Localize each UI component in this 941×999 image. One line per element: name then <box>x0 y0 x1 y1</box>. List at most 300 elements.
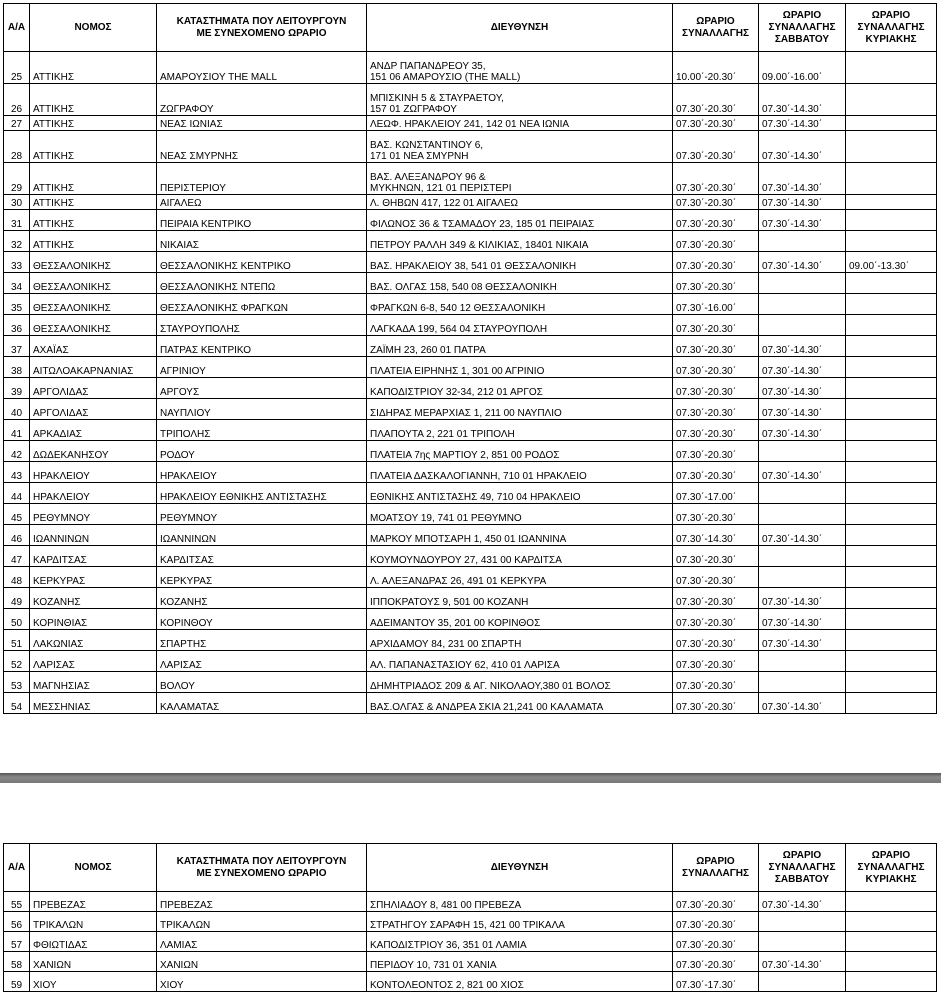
sunday-hours-cell <box>846 483 937 504</box>
address-line: ΒΑΣ. ΑΛΕΞΑΝΔΡΟΥ 96 & <box>370 172 486 183</box>
weekday-hours-cell: 07.30΄-20.30΄ <box>673 504 759 525</box>
table-row <box>4 912 937 932</box>
saturday-hours-cell <box>759 932 846 952</box>
saturday-hours-cell <box>759 972 846 992</box>
weekday-hours-cell: 07.30΄-20.30΄ <box>673 441 759 462</box>
sunday-hours-cell <box>846 912 937 932</box>
saturday-hours-cell: 07.30΄-14.30΄ <box>759 84 846 116</box>
address-cell <box>367 210 673 231</box>
table-row <box>4 357 937 378</box>
sunday-hours-cell <box>846 609 937 630</box>
address-cell <box>367 504 673 525</box>
address-cell <box>367 693 673 714</box>
saturday-hours-cell: 07.30΄-14.30΄ <box>759 693 846 714</box>
header-address: ΔΙΕΥΘΥΝΣΗ <box>367 844 673 892</box>
saturday-hours-cell: 07.30΄-14.30΄ <box>759 462 846 483</box>
table-row <box>4 315 937 336</box>
table-row <box>4 972 937 992</box>
page-separator <box>0 773 941 783</box>
address-line: ΒΑΣ. ΟΛΓΑΣ 158, 540 08 ΘΕΣΣΑΛΟΝΙΚΗ <box>370 281 557 293</box>
address-line: ΒΑΣ.ΟΛΓΑΣ & ΑΝΔΡΕΑ ΣΚΙΑ 21,241 00 ΚΑΛΑΜΑΤΑ <box>370 701 604 713</box>
table-row <box>4 441 937 462</box>
weekday-hours-cell: 07.30΄-20.30΄ <box>673 546 759 567</box>
address-cell <box>367 651 673 672</box>
weekday-hours-cell: 07.30΄-20.30΄ <box>673 912 759 932</box>
saturday-hours-cell: 07.30΄-14.30΄ <box>759 252 846 273</box>
store-cell: ΝΕΑΣ ΣΜΥΡΝΗΣ <box>157 131 367 163</box>
weekday-hours-cell: 07.30΄-20.30΄ <box>673 315 759 336</box>
address-cell <box>367 441 673 462</box>
address-cell <box>367 357 673 378</box>
weekday-hours-cell: 07.30΄-20.30΄ <box>673 378 759 399</box>
sunday-hours-cell <box>846 651 937 672</box>
saturday-hours-cell <box>759 231 846 252</box>
nomos-cell: ΘΕΣΣΑΛΟΝΙΚΗΣ <box>30 273 157 294</box>
store-cell: ΚΑΡΔΙΤΣΑΣ <box>157 546 367 567</box>
store-cell: ΑΡΓΟΥΣ <box>157 378 367 399</box>
weekday-hours-cell: 07.30΄-20.30΄ <box>673 932 759 952</box>
store-cell: ΛΑΡΙΣΑΣ <box>157 651 367 672</box>
table-row <box>4 462 937 483</box>
nomos-cell: ΗΡΑΚΛΕΙΟΥ <box>30 462 157 483</box>
table-row <box>4 336 937 357</box>
address-cell <box>367 609 673 630</box>
saturday-hours-cell <box>759 483 846 504</box>
nomos-cell: ΦΘΙΩΤΙΔΑΣ <box>30 932 157 952</box>
sunday-hours-cell <box>846 378 937 399</box>
nomos-cell: ΙΩΑΝΝΙΝΩΝ <box>30 525 157 546</box>
weekday-hours-cell: 07.30΄-16.00΄ <box>673 294 759 315</box>
address-cell <box>367 672 673 693</box>
sunday-hours-cell <box>846 441 937 462</box>
table-row <box>4 693 937 714</box>
row-number: 33 <box>4 252 30 273</box>
header-aa: Α/Α <box>4 4 30 52</box>
saturday-hours-cell: 07.30΄-14.30΄ <box>759 378 846 399</box>
store-cell: ΣΠΑΡΤΗΣ <box>157 630 367 651</box>
sunday-hours-cell <box>846 693 937 714</box>
weekday-hours-cell: 07.30΄-20.30΄ <box>673 399 759 420</box>
address-cell <box>367 273 673 294</box>
saturday-hours-cell <box>759 672 846 693</box>
address-cell <box>367 231 673 252</box>
nomos-cell: ΤΡΙΚΑΛΩΝ <box>30 912 157 932</box>
row-number: 27 <box>4 116 30 131</box>
table-row <box>4 195 937 210</box>
weekday-hours-cell: 07.30΄-20.30΄ <box>673 651 759 672</box>
address-line: ΣΠΗΛΙΑΔΟΥ 8, 481 00 ΠΡΕΒΕΖΑ <box>370 899 522 911</box>
saturday-hours-cell <box>759 294 846 315</box>
address-cell <box>367 588 673 609</box>
header-nomos: ΝΟΜΟΣ <box>30 844 157 892</box>
store-cell: ΘΕΣΣΑΛΟΝΙΚΗΣ ΚΕΝΤΡΙΚΟ <box>157 252 367 273</box>
sunday-hours-cell <box>846 357 937 378</box>
nomos-cell: ΧΑΝΙΩΝ <box>30 952 157 972</box>
store-cell: ΠΕΡΙΣΤΕΡΙΟΥ <box>157 163 367 195</box>
table-row <box>4 546 937 567</box>
weekday-hours-cell: 07.30΄-20.30΄ <box>673 252 759 273</box>
table-row <box>4 932 937 952</box>
header-saturday-hours: ΩΡΑΡΙΟ ΣΥΝΑΛΛΑΓΗΣ ΣΑΒΒΑΤΟΥ <box>759 844 846 892</box>
row-number: 31 <box>4 210 30 231</box>
saturday-hours-cell <box>759 441 846 462</box>
row-number: 37 <box>4 336 30 357</box>
address-line: Λ. ΑΛΕΞΑΝΔΡΑΣ 26, 491 01 ΚΕΡΚΥΡΑ <box>370 575 547 587</box>
table-row <box>4 163 937 195</box>
address-line: 171 01 ΝΕΑ ΣΜΥΡΝΗ <box>370 150 469 162</box>
nomos-cell: ΑΡΚΑΔΙΑΣ <box>30 420 157 441</box>
header-weekday-hours: ΩΡΑΡΙΟ ΣΥΝΑΛΛΑΓΗΣ <box>673 4 759 52</box>
sunday-hours-cell <box>846 116 937 131</box>
sunday-hours-cell <box>846 231 937 252</box>
store-cell: ΑΙΓΑΛΕΩ <box>157 195 367 210</box>
saturday-hours-cell: 07.30΄-14.30΄ <box>759 525 846 546</box>
row-number: 35 <box>4 294 30 315</box>
address-line: ΑΛ. ΠΑΠΑΝΑΣΤΑΣΙΟΥ 62, 410 01 ΛΑΡΙΣΑ <box>370 659 560 671</box>
nomos-cell: ΑΤΤΙΚΗΣ <box>30 131 157 163</box>
address-line: ΦΙΛΩΝΟΣ 36 & ΤΣΑΜΑΔΟΥ 23, 185 01 ΠΕΙΡΑΙΑΣ <box>370 218 595 230</box>
row-number: 52 <box>4 651 30 672</box>
nomos-cell: ΑΤΤΙΚΗΣ <box>30 210 157 231</box>
nomos-cell: ΚΟΡΙΝΘΙΑΣ <box>30 609 157 630</box>
weekday-hours-cell: 07.30΄-17.00΄ <box>673 483 759 504</box>
row-number: 57 <box>4 932 30 952</box>
row-number: 40 <box>4 399 30 420</box>
address-cell <box>367 252 673 273</box>
nomos-cell: ΑΤΤΙΚΗΣ <box>30 52 157 84</box>
row-number: 34 <box>4 273 30 294</box>
sunday-hours-cell <box>846 932 937 952</box>
sunday-hours-cell <box>846 672 937 693</box>
row-number: 47 <box>4 546 30 567</box>
header-nomos: ΝΟΜΟΣ <box>30 4 157 52</box>
store-cell: ΒΟΛΟΥ <box>157 672 367 693</box>
sunday-hours-cell <box>846 163 937 195</box>
saturday-hours-cell <box>759 546 846 567</box>
sunday-hours-cell <box>846 336 937 357</box>
saturday-hours-cell: 07.30΄-14.30΄ <box>759 609 846 630</box>
header-aa: Α/Α <box>4 844 30 892</box>
sunday-hours-cell <box>846 588 937 609</box>
address-line: ΣΤΡΑΤΗΓΟΥ ΣΑΡΑΦΗ 15, 421 00 ΤΡΙΚΑΛΑ <box>370 919 565 931</box>
sunday-hours-cell <box>846 420 937 441</box>
store-cell: ΗΡΑΚΛΕΙΟΥ ΕΘΝΙΚΗΣ ΑΝΤΙΣΤΑΣΗΣ <box>157 483 367 504</box>
saturday-hours-cell: 07.30΄-14.30΄ <box>759 131 846 163</box>
nomos-cell: ΑΙΤΩΛΟΑΚΑΡΝΑΝΙΑΣ <box>30 357 157 378</box>
store-cell: ΗΡΑΚΛΕΙΟΥ <box>157 462 367 483</box>
sunday-hours-cell <box>846 952 937 972</box>
nomos-cell: ΛΑΚΩΝΙΑΣ <box>30 630 157 651</box>
store-cell: ΚΕΡΚΥΡΑΣ <box>157 567 367 588</box>
address-cell <box>367 420 673 441</box>
row-number: 48 <box>4 567 30 588</box>
saturday-hours-cell <box>759 504 846 525</box>
address-cell <box>367 294 673 315</box>
store-cell: ΑΜΑΡΟΥΣΙΟΥ THE MALL <box>157 52 367 84</box>
row-number: 38 <box>4 357 30 378</box>
table-row <box>4 294 937 315</box>
store-cell: ΤΡΙΚΑΛΩΝ <box>157 912 367 932</box>
address-cell <box>367 462 673 483</box>
header-store: ΚΑΤΑΣΤΗΜΑΤΑ ΠΟΥ ΛΕΙΤΟΥΡΓΟΥΝ ΜΕ ΣΥΝΕΧΟΜΕΝΟ ΩΡΑΡΙΟ <box>157 4 367 52</box>
branches-table-2 <box>3 843 937 992</box>
address-cell <box>367 163 673 195</box>
store-cell: ΚΟΡΙΝΘΟΥ <box>157 609 367 630</box>
address-line: ΑΡΧΙΔΑΜΟΥ 84, 231 00 ΣΠΑΡΤΗ <box>370 638 522 650</box>
address-cell <box>367 546 673 567</box>
address-line: ΠΛΑΤΕΙΑ ΕΙΡΗΝΗΣ 1, 301 00 ΑΓΡΙΝΙΟ <box>370 365 545 377</box>
nomos-cell: ΘΕΣΣΑΛΟΝΙΚΗΣ <box>30 294 157 315</box>
store-cell: ΝΙΚΑΙΑΣ <box>157 231 367 252</box>
sunday-hours-cell <box>846 315 937 336</box>
row-number: 41 <box>4 420 30 441</box>
weekday-hours-cell: 07.30΄-20.30΄ <box>673 163 759 195</box>
nomos-cell: ΑΤΤΙΚΗΣ <box>30 116 157 131</box>
nomos-cell: ΚΕΡΚΥΡΑΣ <box>30 567 157 588</box>
saturday-hours-cell: 07.30΄-14.30΄ <box>759 336 846 357</box>
address-line: Λ. ΘΗΒΩΝ 417, 122 01 ΑΙΓΑΛΕΩ <box>370 197 518 209</box>
address-line: ΙΠΠΟΚΡΑΤΟΥΣ 9, 501 00 ΚΟΖΑΝΗ <box>370 596 529 608</box>
sunday-hours-cell <box>846 52 937 84</box>
row-number: 26 <box>4 84 30 116</box>
nomos-cell: ΜΕΣΣΗΝΙΑΣ <box>30 693 157 714</box>
store-cell: ΑΓΡΙΝΙΟΥ <box>157 357 367 378</box>
store-cell: ΡΟΔΟΥ <box>157 441 367 462</box>
table-header-row <box>4 844 937 892</box>
address-cell <box>367 131 673 163</box>
store-cell: ΚΑΛΑΜΑΤΑΣ <box>157 693 367 714</box>
address-line: 157 01 ΖΩΓΡΑΦΟΥ <box>370 103 457 115</box>
saturday-hours-cell: 07.30΄-14.30΄ <box>759 420 846 441</box>
store-cell: ΡΕΘΥΜΝΟΥ <box>157 504 367 525</box>
nomos-cell: ΔΩΔΕΚΑΝΗΣΟΥ <box>30 441 157 462</box>
header-store: ΚΑΤΑΣΤΗΜΑΤΑ ΠΟΥ ΛΕΙΤΟΥΡΓΟΥΝ ΜΕ ΣΥΝΕΧΟΜΕΝΟ ΩΡΑΡΙΟ <box>157 844 367 892</box>
store-cell: ΧΙΟΥ <box>157 972 367 992</box>
address-line: ΠΕΡΙΔΟΥ 10, 731 01 ΧΑΝΙΑ <box>370 959 497 971</box>
row-number: 49 <box>4 588 30 609</box>
address-line: ΣΙΔΗΡΑΣ ΜΕΡΑΡΧΙΑΣ 1, 211 00 ΝΑΥΠΛΙΟ <box>370 407 562 419</box>
address-line: ΠΛΑΠΟΥΤΑ 2, 221 01 ΤΡΙΠΟΛΗ <box>370 428 515 440</box>
saturday-hours-cell: 09.00΄-16.00΄ <box>759 52 846 84</box>
address-line: ΜΟΑΤΣΟΥ 19, 741 01 ΡΕΘΥΜΝΟ <box>370 512 522 524</box>
sunday-hours-cell <box>846 131 937 163</box>
weekday-hours-cell: 07.30΄-20.30΄ <box>673 84 759 116</box>
row-number: 45 <box>4 504 30 525</box>
row-number: 46 <box>4 525 30 546</box>
saturday-hours-cell: 07.30΄-14.30΄ <box>759 163 846 195</box>
weekday-hours-cell: 07.30΄-20.30΄ <box>673 116 759 131</box>
address-line: ΠΕΤΡΟΥ ΡΑΛΛΗ 349 & ΚΙΛΙΚΙΑΣ, 18401 ΝΙΚΑΙΑ <box>370 239 589 251</box>
nomos-cell: ΑΡΓΟΛΙΔΑΣ <box>30 399 157 420</box>
table-row <box>4 273 937 294</box>
store-cell: ΝΕΑΣ ΙΩΝΙΑΣ <box>157 116 367 131</box>
row-number: 25 <box>4 52 30 84</box>
table-row <box>4 630 937 651</box>
header-sunday-hours: ΩΡΑΡΙΟ ΣΥΝΑΛΛΑΓΗΣ ΚΥΡΙΑΚΗΣ <box>846 844 937 892</box>
nomos-cell: ΑΤΤΙΚΗΣ <box>30 195 157 210</box>
table-row <box>4 116 937 131</box>
table-row <box>4 892 937 912</box>
table-row <box>4 131 937 163</box>
saturday-hours-cell: 07.30΄-14.30΄ <box>759 210 846 231</box>
weekday-hours-cell: 07.30΄-17.30΄ <box>673 972 759 992</box>
address-line: ΦΡΑΓΚΩΝ 6-8, 540 12 ΘΕΣΣΑΛΟΝΙΚΗ <box>370 302 546 314</box>
table-row <box>4 252 937 273</box>
nomos-cell: ΑΤΤΙΚΗΣ <box>30 84 157 116</box>
table-row <box>4 483 937 504</box>
row-number: 30 <box>4 195 30 210</box>
row-number: 39 <box>4 378 30 399</box>
saturday-hours-cell <box>759 567 846 588</box>
table-row <box>4 420 937 441</box>
address-cell <box>367 336 673 357</box>
row-number: 29 <box>4 163 30 195</box>
row-number: 55 <box>4 892 30 912</box>
weekday-hours-cell: 07.30΄-20.30΄ <box>673 892 759 912</box>
store-cell: ΠΕΙΡΑΙΑ ΚΕΝΤΡΙΚΟ <box>157 210 367 231</box>
store-cell: ΧΑΝΙΩΝ <box>157 952 367 972</box>
address-line: ΚΟΝΤΟΛΕΟΝΤΟΣ 2, 821 00 ΧΙΟΣ <box>370 979 524 991</box>
address-line: ΚΑΠΟΔΙΣΤΡΙΟΥ 32-34, 212 01 ΑΡΓΟΣ <box>370 386 543 398</box>
row-number: 51 <box>4 630 30 651</box>
address-line: ΑΝΔΡ ΠΑΠΑΝΔΡΕΟΥ 35, <box>370 61 486 72</box>
address-cell <box>367 972 673 992</box>
row-number: 58 <box>4 952 30 972</box>
store-cell: ΣΤΑΥΡΟΥΠΟΛΗΣ <box>157 315 367 336</box>
address-cell <box>367 567 673 588</box>
weekday-hours-cell: 07.30΄-20.30΄ <box>673 231 759 252</box>
table-row <box>4 672 937 693</box>
sunday-hours-cell <box>846 525 937 546</box>
address-cell <box>367 52 673 84</box>
nomos-cell: ΑΧΑΪΑΣ <box>30 336 157 357</box>
sunday-hours-cell <box>846 567 937 588</box>
address-cell <box>367 315 673 336</box>
row-number: 32 <box>4 231 30 252</box>
branches-table-1 <box>3 3 937 714</box>
address-line: 151 06 ΑΜΑΡΟΥΣΙΟ (THE MALL) <box>370 71 521 83</box>
weekday-hours-cell: 07.30΄-20.30΄ <box>673 131 759 163</box>
address-cell <box>367 483 673 504</box>
address-cell <box>367 932 673 952</box>
header-weekday-hours: ΩΡΑΡΙΟ ΣΥΝΑΛΛΑΓΗΣ <box>673 844 759 892</box>
store-cell: ΝΑΥΠΛΙΟΥ <box>157 399 367 420</box>
nomos-cell: ΑΤΤΙΚΗΣ <box>30 231 157 252</box>
table-row <box>4 525 937 546</box>
sunday-hours-cell <box>846 294 937 315</box>
table-row <box>4 399 937 420</box>
table-row <box>4 651 937 672</box>
table-row <box>4 567 937 588</box>
nomos-cell: ΑΡΓΟΛΙΔΑΣ <box>30 378 157 399</box>
sunday-hours-cell <box>846 892 937 912</box>
saturday-hours-cell: 07.30΄-14.30΄ <box>759 195 846 210</box>
row-number: 28 <box>4 131 30 163</box>
row-number: 59 <box>4 972 30 992</box>
address-line: ΒΑΣ. ΚΩΝΣΤΑΝΤΙΝΟΥ 6, <box>370 140 484 151</box>
weekday-hours-cell: 07.30΄-20.30΄ <box>673 420 759 441</box>
address-line: ΜΑΡΚΟΥ ΜΠΟΤΣΑΡΗ 1, 450 01 ΙΩΑΝΝΙΝΑ <box>370 533 567 545</box>
saturday-hours-cell <box>759 651 846 672</box>
weekday-hours-cell: 07.30΄-20.30΄ <box>673 630 759 651</box>
address-cell <box>367 952 673 972</box>
weekday-hours-cell: 07.30΄-20.30΄ <box>673 672 759 693</box>
table-row <box>4 952 937 972</box>
address-line: ΑΔΕΙΜΑΝΤΟΥ 35, 201 00 ΚΟΡΙΝΘΟΣ <box>370 617 541 629</box>
store-cell: ΛΑΜΙΑΣ <box>157 932 367 952</box>
saturday-hours-cell: 07.30΄-14.30΄ <box>759 116 846 131</box>
weekday-hours-cell: 07.30΄-20.30΄ <box>673 693 759 714</box>
address-line: ΛΕΩΦ. ΗΡΑΚΛΕΙΟΥ 241, 142 01 ΝΕΑ ΙΩΝΙΑ <box>370 118 570 130</box>
weekday-hours-cell: 07.30΄-20.30΄ <box>673 357 759 378</box>
saturday-hours-cell <box>759 273 846 294</box>
saturday-hours-cell: 07.30΄-14.30΄ <box>759 630 846 651</box>
sunday-hours-cell <box>846 504 937 525</box>
sunday-hours-cell <box>846 210 937 231</box>
store-cell: ΚΟΖΑΝΗΣ <box>157 588 367 609</box>
weekday-hours-cell: 07.30΄-14.30΄ <box>673 525 759 546</box>
address-cell <box>367 84 673 116</box>
weekday-hours-cell: 07.30΄-20.30΄ <box>673 336 759 357</box>
header-saturday-hours: ΩΡΑΡΙΟ ΣΥΝΑΛΛΑΓΗΣ ΣΑΒΒΑΤΟΥ <box>759 4 846 52</box>
address-line: ΜΥΚΗΝΩΝ, 121 01 ΠΕΡΙΣΤΕΡΙ <box>370 182 512 194</box>
saturday-hours-cell <box>759 912 846 932</box>
address-cell <box>367 892 673 912</box>
store-cell: ΠΑΤΡΑΣ ΚΕΝΤΡΙΚΟ <box>157 336 367 357</box>
nomos-cell: ΛΑΡΙΣΑΣ <box>30 651 157 672</box>
header-sunday-hours: ΩΡΑΡΙΟ ΣΥΝΑΛΛΑΓΗΣ ΚΥΡΙΑΚΗΣ <box>846 4 937 52</box>
row-number: 54 <box>4 693 30 714</box>
weekday-hours-cell: 07.30΄-20.30΄ <box>673 567 759 588</box>
address-line: ΚΟΥΜΟΥΝΔΟΥΡΟΥ 27, 431 00 ΚΑΡΔΙΤΣΑ <box>370 554 562 566</box>
address-line: ΕΘΝΙΚΗΣ ΑΝΤΙΣΤΑΣΗΣ 49, 710 04 ΗΡΑΚΛΕΙΟ <box>370 491 581 503</box>
weekday-hours-cell: 07.30΄-20.30΄ <box>673 588 759 609</box>
nomos-cell: ΠΡΕΒΕΖΑΣ <box>30 892 157 912</box>
address-cell <box>367 912 673 932</box>
table-row <box>4 504 937 525</box>
address-line: ΠΛΑΤΕΙΑ ΔΑΣΚΑΛΟΓΙΑΝΝΗ, 710 01 ΗΡΑΚΛΕΙΟ <box>370 470 587 482</box>
sunday-hours-cell <box>846 399 937 420</box>
table-row <box>4 210 937 231</box>
sunday-hours-cell <box>846 195 937 210</box>
weekday-hours-cell: 07.30΄-20.30΄ <box>673 609 759 630</box>
table-row <box>4 84 937 116</box>
store-cell: ΖΩΓΡΑΦΟΥ <box>157 84 367 116</box>
saturday-hours-cell <box>759 315 846 336</box>
row-number: 43 <box>4 462 30 483</box>
nomos-cell: ΑΤΤΙΚΗΣ <box>30 163 157 195</box>
table-row <box>4 378 937 399</box>
nomos-cell: ΧΙΟΥ <box>30 972 157 992</box>
address-cell <box>367 378 673 399</box>
address-line: ΛΑΓΚΑΔΑ 199, 564 04 ΣΤΑΥΡΟΥΠΟΛΗ <box>370 323 548 335</box>
table-row <box>4 231 937 252</box>
address-cell <box>367 399 673 420</box>
nomos-cell: ΚΑΡΔΙΤΣΑΣ <box>30 546 157 567</box>
nomos-cell: ΡΕΘΥΜΝΟΥ <box>30 504 157 525</box>
weekday-hours-cell: 07.30΄-20.30΄ <box>673 210 759 231</box>
sunday-hours-cell <box>846 546 937 567</box>
sunday-hours-cell <box>846 630 937 651</box>
nomos-cell: ΘΕΣΣΑΛΟΝΙΚΗΣ <box>30 252 157 273</box>
row-number: 36 <box>4 315 30 336</box>
nomos-cell: ΜΑΓΝΗΣΙΑΣ <box>30 672 157 693</box>
address-cell <box>367 525 673 546</box>
weekday-hours-cell: 10.00΄-20.30΄ <box>673 52 759 84</box>
weekday-hours-cell: 07.30΄-20.30΄ <box>673 462 759 483</box>
header-address: ΔΙΕΥΘΥΝΣΗ <box>367 4 673 52</box>
row-number: 42 <box>4 441 30 462</box>
